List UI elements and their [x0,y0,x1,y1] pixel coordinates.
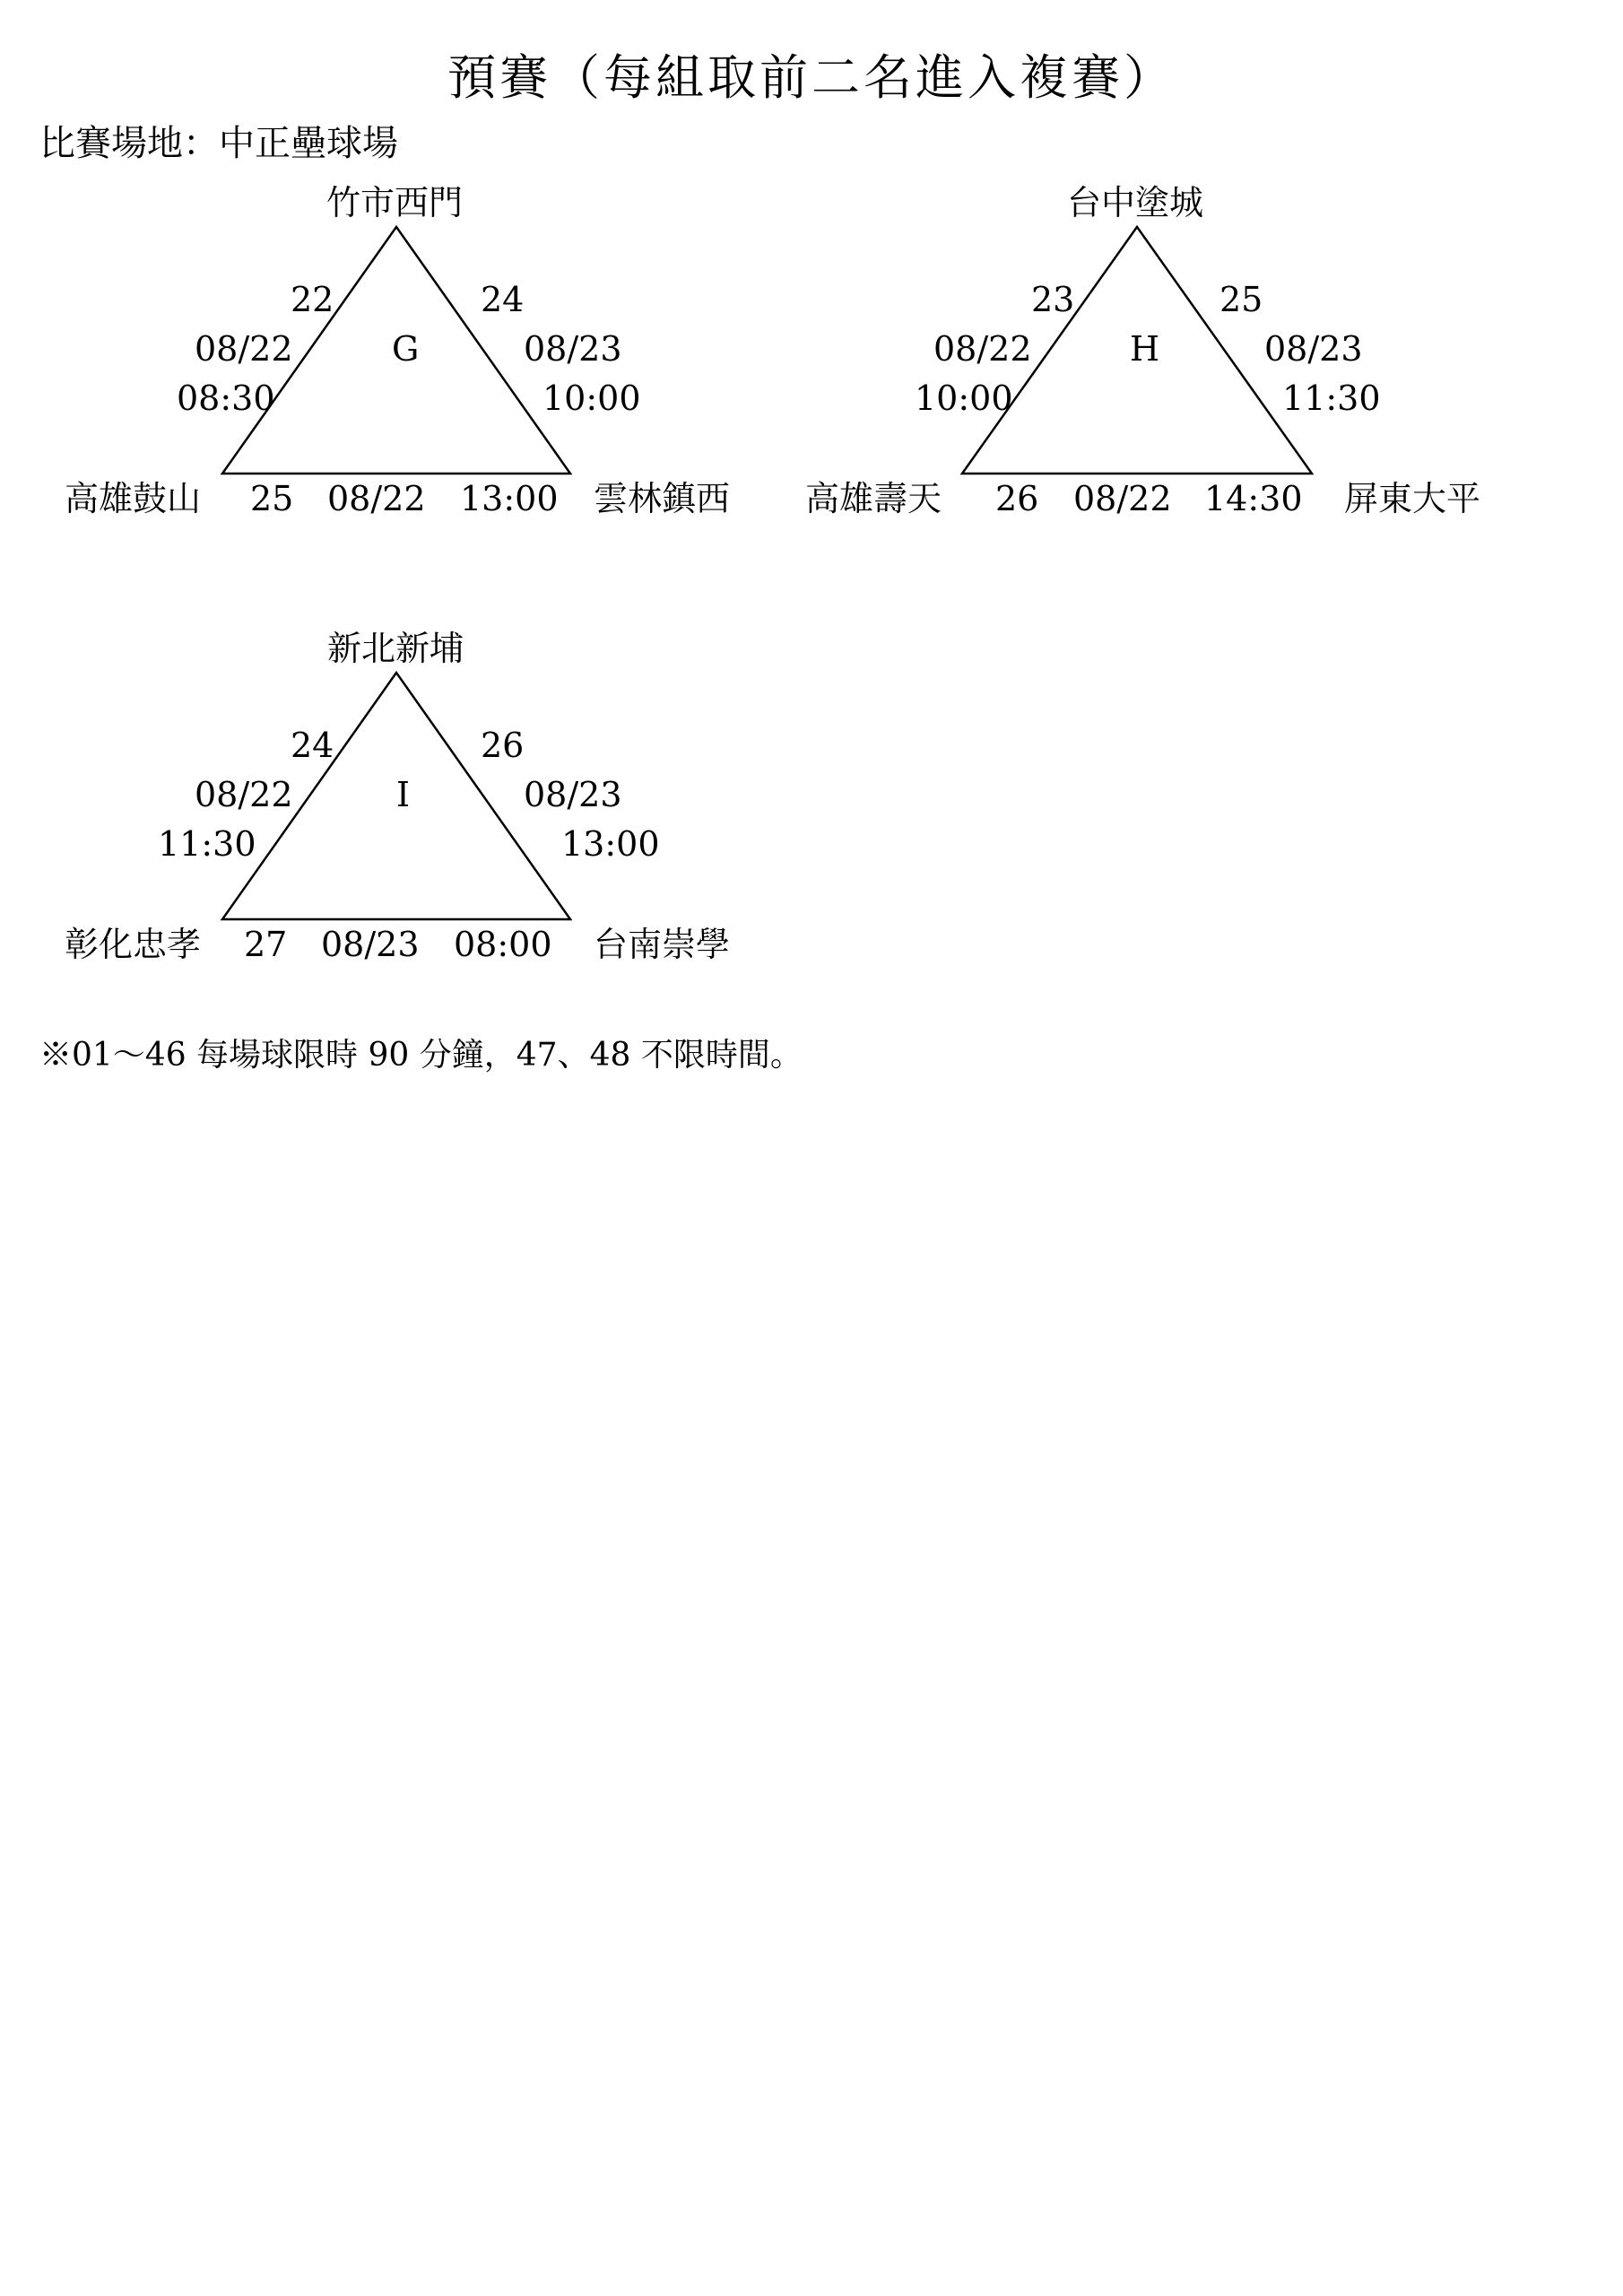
group-h-right-game-no: 25 [1219,280,1263,319]
group-i-bottom-left-team: 彰化忠孝 [65,925,202,964]
group-g-right-game-date: 08/23 [524,329,622,369]
group-g-right-game-time: 10:00 [542,378,641,418]
group-g-letter: G [392,329,420,369]
group-i-letter: I [396,775,411,814]
group-h-bottom-game-time: 14:30 [1204,479,1303,518]
group-i-right-game-date: 08/23 [524,775,622,814]
group-g-top-team: 竹市西門 [326,183,464,222]
group-g-bottom-right-team: 雲林鎮西 [594,479,731,518]
group-i-bottom-right-team: 台南崇學 [594,925,731,964]
group-h-left-game-no: 23 [1031,280,1075,319]
group-h-bracket [794,175,1529,552]
group-g-bottom-game-time: 13:00 [460,479,559,518]
group-h-left-game-date: 08/22 [933,329,1032,369]
time-limit-note: ※01～46 每場球限時 90 分鐘，47、48 不限時間。 [39,1037,803,1074]
group-i-right-game-no: 26 [481,726,525,765]
group-g-right-game-no: 24 [481,280,525,319]
group-h-bottom-right-team: 屏東大平 [1344,479,1481,518]
group-i-top-team: 新北新埔 [327,629,464,668]
group-g-left-game-date: 08/22 [195,329,293,369]
group-g-bracket [54,175,789,552]
group-g-bottom-game-no: 25 [250,479,294,518]
group-h-right-game-time: 11:30 [1282,378,1381,418]
group-i-left-game-date: 08/22 [195,775,293,814]
group-g-left-game-time: 08:30 [177,378,275,418]
group-g-left-game-no: 22 [291,280,334,319]
group-h-top-team: 台中塗城 [1067,183,1204,222]
group-h-left-game-time: 10:00 [915,378,1013,418]
group-i-left-game-no: 24 [291,726,334,765]
group-i-bottom-game-time: 08:00 [454,925,552,964]
group-g-bottom-game-date: 08/22 [327,479,426,518]
page-title: 預賽（每組取前二名進入複賽） [447,49,1176,106]
venue-label: 比賽場地：中正壘球場 [39,123,398,164]
group-g-bottom-left-team: 高雄鼓山 [65,479,202,518]
group-h-bottom-game-date: 08/22 [1073,479,1172,518]
group-i-bottom-game-date: 08/23 [321,925,420,964]
group-h-bottom-left-team: 高雄壽天 [805,479,942,518]
group-h-bottom-game-no: 26 [995,479,1039,518]
group-i-left-game-time: 11:30 [158,824,256,864]
group-i-right-game-time: 13:00 [561,824,660,864]
group-h-right-game-date: 08/23 [1264,329,1363,369]
group-h-letter: H [1130,329,1160,369]
group-i-bracket [54,621,789,997]
group-i-bottom-game-no: 27 [244,925,288,964]
